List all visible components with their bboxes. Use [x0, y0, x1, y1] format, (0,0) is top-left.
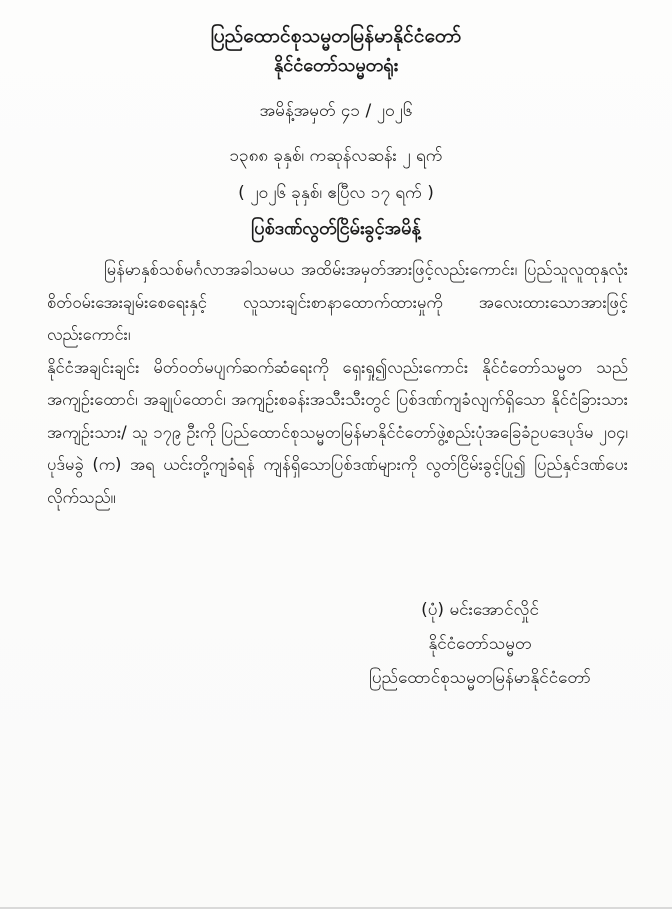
document-title: ပြစ်ဒဏ်လွတ်ငြိမ်းခွင့်အမိန့် — [251, 218, 421, 239]
body-line: အကျဉ်းသား/ သူ ၁၇၉ ဦးကို ပြည်ထောင်စုသမ္မတမြန်မာနိုင်ငံတော်ဖွဲ့စည်းပုံအခြေခံဥပဒေပုဒ်မ ၂၀၄၊ — [47, 422, 628, 442]
body-line: နိုင်ငံအချင်းချင်း မိတ်ဝတ်မပျက်ဆက်ဆံရေးကို ရှေးရှု၍လည်းကောင်း နိုင်ငံတော်သမ္မတ သည် — [47, 357, 628, 377]
body-line: မြန်မာနှစ်သစ်မင်္ဂလာအခါသမယ အထိမ်းအမှတ်အားဖြင့်လည်းကောင်း၊ ပြည်သူလူထုနှလုံး — [104, 260, 628, 279]
body-line: လိုက်သည်။ — [47, 487, 116, 507]
body-line: အကျဉ်းထောင်၊ အချုပ်ထောင်၊ အကျဉ်းစခန်းအသီးသီးတွင် ပြစ်ဒဏ်ကျခံလျက်ရှိသော နိုင်ငံခြားသား — [47, 390, 628, 409]
header-country-name: ပြည်ထောင်စုသမ္မတမြန်မာနိုင်ငံတော် — [210, 25, 462, 47]
signature-block — [340, 593, 620, 695]
header-office-name: နိုင်ငံတော်သမ္မတရုံး — [273, 55, 399, 76]
body-line: ပုဒ်မခွဲ (က) အရ ယင်းတို့ကျခံရန် ကျန်ရှိသောပြစ်ဒဏ်များကို လွတ်ငြိမ်းခွင့်ပြု၍ ပြည်နှင်ဒဏ်ပေး — [47, 455, 628, 474]
date-gregorian: ( ၂၀၂၆ ခုနှစ်၊ ဧပြီလ ၁၇ ရက် ) — [238, 183, 434, 203]
signature-title: နိုင်ငံတော်သမ္မတ — [428, 634, 532, 654]
signature-name: (ပုံ) မင်းအောင်လှိုင် — [421, 600, 539, 620]
signature-organization: ပြည်ထောင်စုသမ္မတမြန်မာနိုင်ငံတော် — [369, 668, 591, 688]
body-paragraph — [47, 254, 628, 514]
date-myanmar-era: ၁၃၈၈ ခုနှစ်၊ ကဆုန်လဆန်း ၂ ရက် — [229, 146, 443, 166]
order-number: အမိန့်အမှတ် ၄၁ / ၂၀၂၆ — [259, 101, 413, 121]
body-line: စိတ်ဝမ်းအေးချမ်းစေရေးနှင့် လူသားချင်းစာနာထောက်ထားမှုကို အလေးထားသောအားဖြင့်လည်းကောင်း၊ — [47, 292, 628, 344]
